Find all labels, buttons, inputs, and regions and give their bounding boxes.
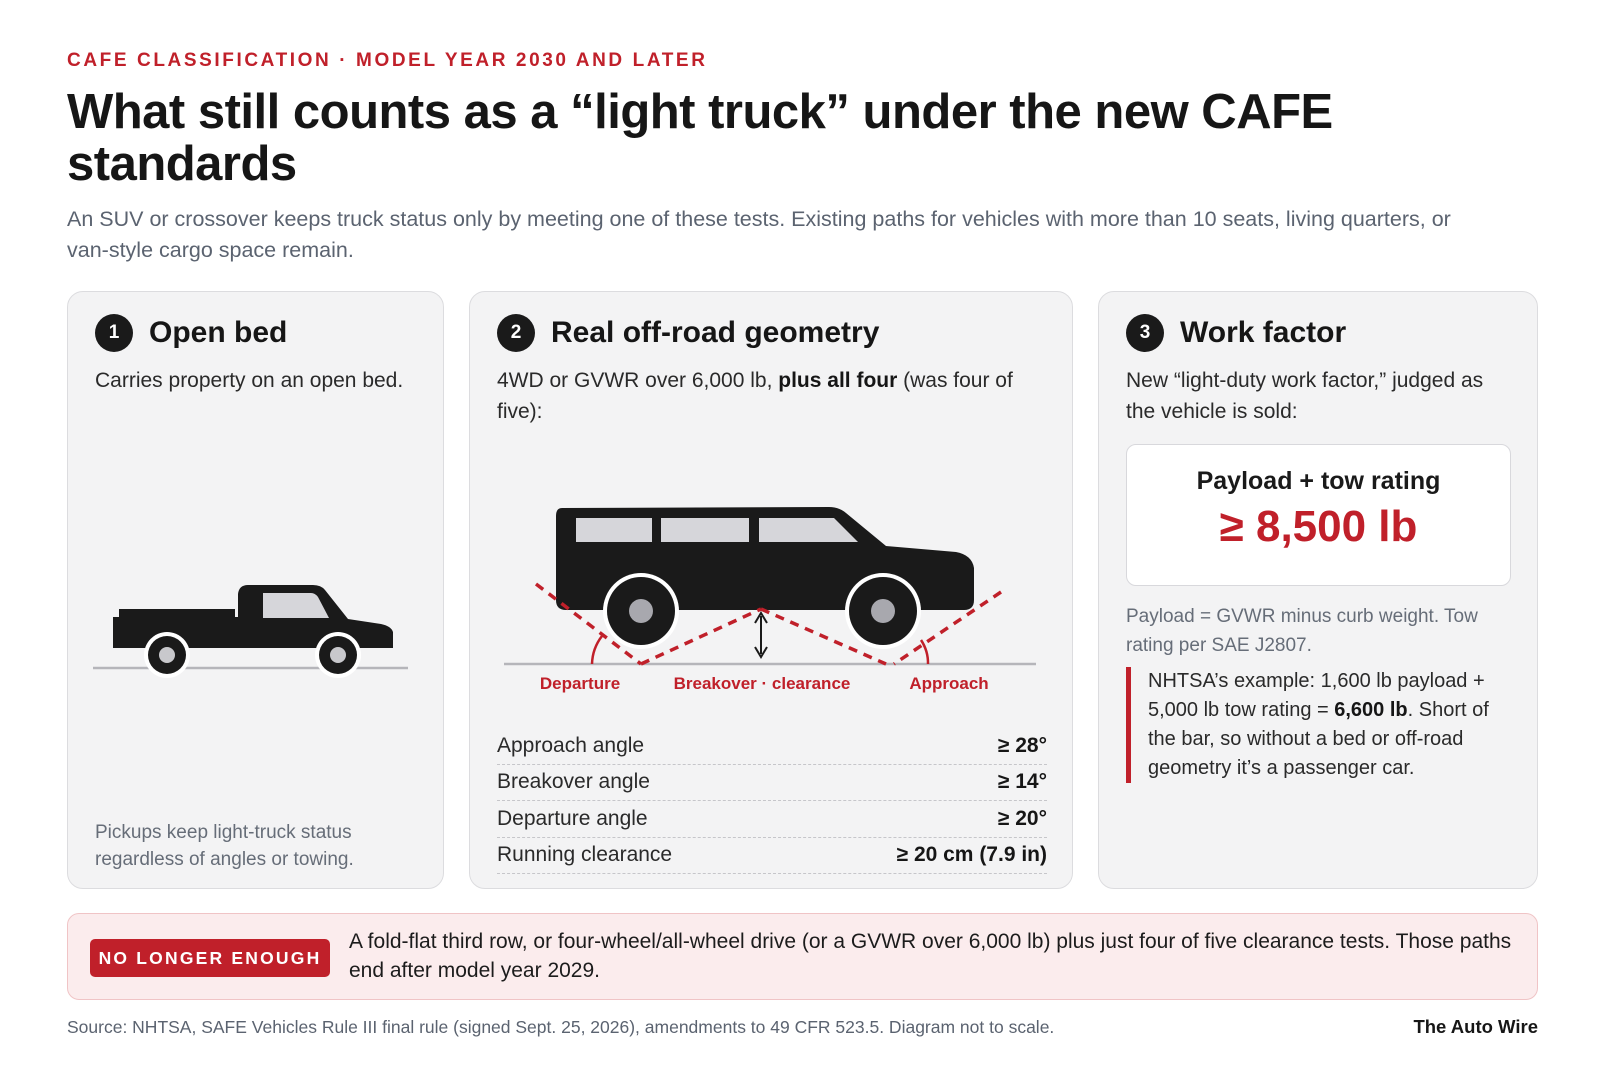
pickup-truck-icon — [93, 582, 413, 682]
source-note: Source: NHTSA, SAFE Vehicles Rule III final rule (signed Sept. 25, 2026), amendments to 49 CFR 523.5. Diagram not to scale. — [67, 1017, 1055, 1037]
spec-value: ≥ 28° — [997, 733, 1047, 757]
approach-label: Approach — [909, 674, 989, 693]
spec-row — [497, 838, 1047, 875]
spec-value: ≥ 20 cm (7.9 in) — [896, 843, 1047, 867]
card-title: Open bed — [149, 316, 288, 349]
spec-label: Departure angle — [497, 806, 648, 830]
card-work-factor — [1098, 291, 1538, 889]
card-description: New “light-duty work factor,” judged as the vehicle is sold: — [1126, 369, 1484, 423]
spec-value: ≥ 14° — [997, 770, 1047, 794]
spec-row — [497, 728, 1047, 765]
spec-label: Approach angle — [497, 733, 645, 757]
threshold-value: ≥ 8,500 lb — [1219, 502, 1418, 551]
step-number-badge: 3 — [1126, 314, 1164, 352]
card-footnote: Pickups keep light-truck status regardless of angles or towing. — [95, 822, 354, 870]
banner-text: A fold-flat third row, or four-wheel/all-wheel drive (or a GVWR over 6,000 lb) plus just four of five clearance tests. Those paths end after model year 2029. — [349, 930, 1512, 982]
card-title: Work factor — [1180, 316, 1347, 349]
spec-row — [497, 765, 1047, 802]
card-description: Carries property on an open bed. — [95, 369, 404, 392]
spec-label: Running clearance — [497, 843, 673, 867]
card-header — [1126, 314, 1346, 352]
status-badge: NO LONGER ENOUGH — [90, 939, 330, 977]
spec-row — [497, 801, 1047, 838]
threshold-label: Payload + tow rating — [1196, 467, 1441, 495]
kicker: CAFE CLASSIFICATION · MODEL YEAR 2030 AND LATER — [67, 50, 708, 71]
threshold-box — [1126, 444, 1511, 586]
page-title: What still counts as a “light truck” under the new CAFE standards — [67, 85, 1333, 191]
payload-note: Payload = GVWR minus curb weight. Tow rating per SAE J2807. — [1126, 606, 1478, 656]
spec-label: Breakover angle — [497, 770, 650, 794]
page-subtitle: An SUV or crossover keeps truck status only by meeting one of these tests. Existing paths for vehicles with more than 10 seats, living quarters, or van-style cargo space remain. — [67, 207, 1451, 262]
step-number-badge: 1 — [95, 314, 133, 352]
card-open-bed — [67, 291, 444, 889]
breakover-clearance-label: Breakover · clearance — [673, 674, 851, 693]
card-header — [95, 314, 287, 352]
spec-table — [497, 728, 1047, 874]
card-off-road-geometry — [469, 291, 1073, 889]
no-longer-enough-banner — [67, 913, 1538, 1000]
card-header — [497, 314, 879, 352]
card-description: 4WD or GVWR over 6,000 lb, plus all four (was four of five): — [497, 369, 1013, 423]
spec-value: ≥ 20° — [997, 806, 1047, 830]
card-title: Real off-road geometry — [551, 316, 880, 349]
departure-label: Departure — [539, 674, 621, 693]
step-number-badge: 2 — [497, 314, 535, 352]
suv-geometry-diagram — [496, 488, 1046, 698]
publisher-brand: The Auto Wire — [1413, 1016, 1538, 1037]
nhtsa-example-callout: NHTSA’s example: 1,600 lb payload + 5,000 lb tow rating = 6,600 lb. Short of the bar, so without a bed or off-road geometry it’s a passenger car. — [1126, 667, 1521, 783]
